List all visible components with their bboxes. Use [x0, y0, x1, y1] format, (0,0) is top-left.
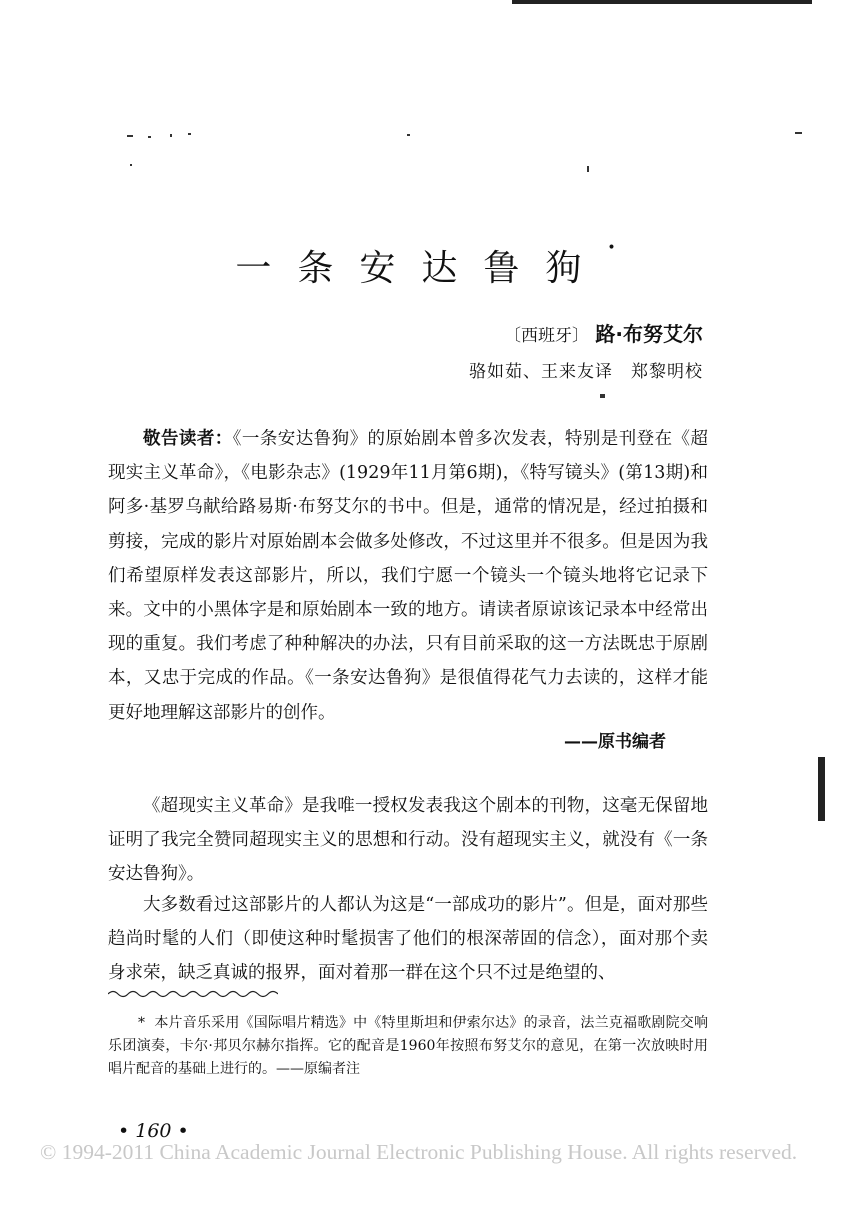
footnote-separator [108, 989, 278, 999]
scan-speck [127, 135, 133, 137]
scan-speck [587, 166, 589, 172]
translator-credits: 骆如茹、王来友译 郑黎明校 [469, 362, 703, 382]
editor-note-lead: 敬告读者： [143, 429, 233, 449]
editor-signature: ——原书编者 [564, 732, 666, 752]
scan-edge-mark [818, 757, 825, 821]
scan-speck [130, 164, 132, 166]
author-country: 〔西班牙〕 [504, 326, 590, 346]
scan-speck [600, 394, 605, 398]
scan-speck [148, 136, 151, 138]
editor-note [108, 422, 708, 730]
author-name: 路·布努艾尔 [595, 322, 703, 346]
copyright-watermark: © 1994-2011 China Academic Journal Electronic Publishing House. All rights reserved. [40, 1140, 798, 1164]
scan-speck [188, 133, 191, 135]
scan-speck [170, 134, 172, 137]
scan-speck [407, 134, 410, 136]
body-paragraph-2: 大多数看过这部影片的人都认为这是“一部成功的影片”。但是，面对那些趋尚时髦的人们（即使这种时髦损害了他们的根深蒂固的信念），面对那个卖身求荣，缺乏真诚的报界，面对着那一群在这个只不过是绝望的、 [108, 895, 708, 984]
footnote-text: 本片音乐采用《国际唱片精选》中《特里斯坦和伊索尔达》的录音，法兰克福歌剧院交响乐团演奏，卡尔·邦贝尔赫尔指挥。它的配音是1960年按照布努艾尔的意见，在第一次放映时用唱片配音的基础上进行的。——原编者注 [108, 1015, 708, 1077]
footnote-marker: * [138, 1015, 145, 1031]
footnote [108, 1012, 708, 1081]
top-rule [512, 0, 812, 4]
article-title: 一条安达鲁狗• [235, 240, 616, 289]
editor-note-body: 《一条安达鲁狗》的原始剧本曾多次发表，特别是刊登在《超现实主义革命》，《电影杂志》(1929年11月第6期)，《特写镜头》(第13期)和阿多·基罗乌献给路易斯·布努艾尔的书中。但是，通常的情况是，经过拍摄和剪接，完成的影片对原始剧本会做多处修改，不过这里并不很多。但是因为我们希望原样发表这部影片，所以，我们宁愿一个镜头一个镜头地将它记录下来。文中的小黑体字是和原始剧本一致的地方。请读者原谅该记录本中经常出现的重复。我们考虑了种种解决的办法，只有目前采取的这一方法既忠于原剧本，又忠于完成的作品。《一条安达鲁狗》是很值得花气力去读的，这样才能更好地理解这部影片的创作。 [108, 429, 708, 723]
title-footnote-mark: • [607, 240, 616, 256]
body-paragraph-1: 《超现实主义革命》是我唯一授权发表我这个剧本的刊物，这毫无保留地证明了我完全赞同超现实主义的思想和行动。没有超现实主义，就没有《一条安达鲁狗》。 [108, 796, 708, 885]
author-line [504, 318, 703, 347]
page-number: • 160 • [118, 1120, 189, 1142]
scan-speck [795, 132, 802, 134]
